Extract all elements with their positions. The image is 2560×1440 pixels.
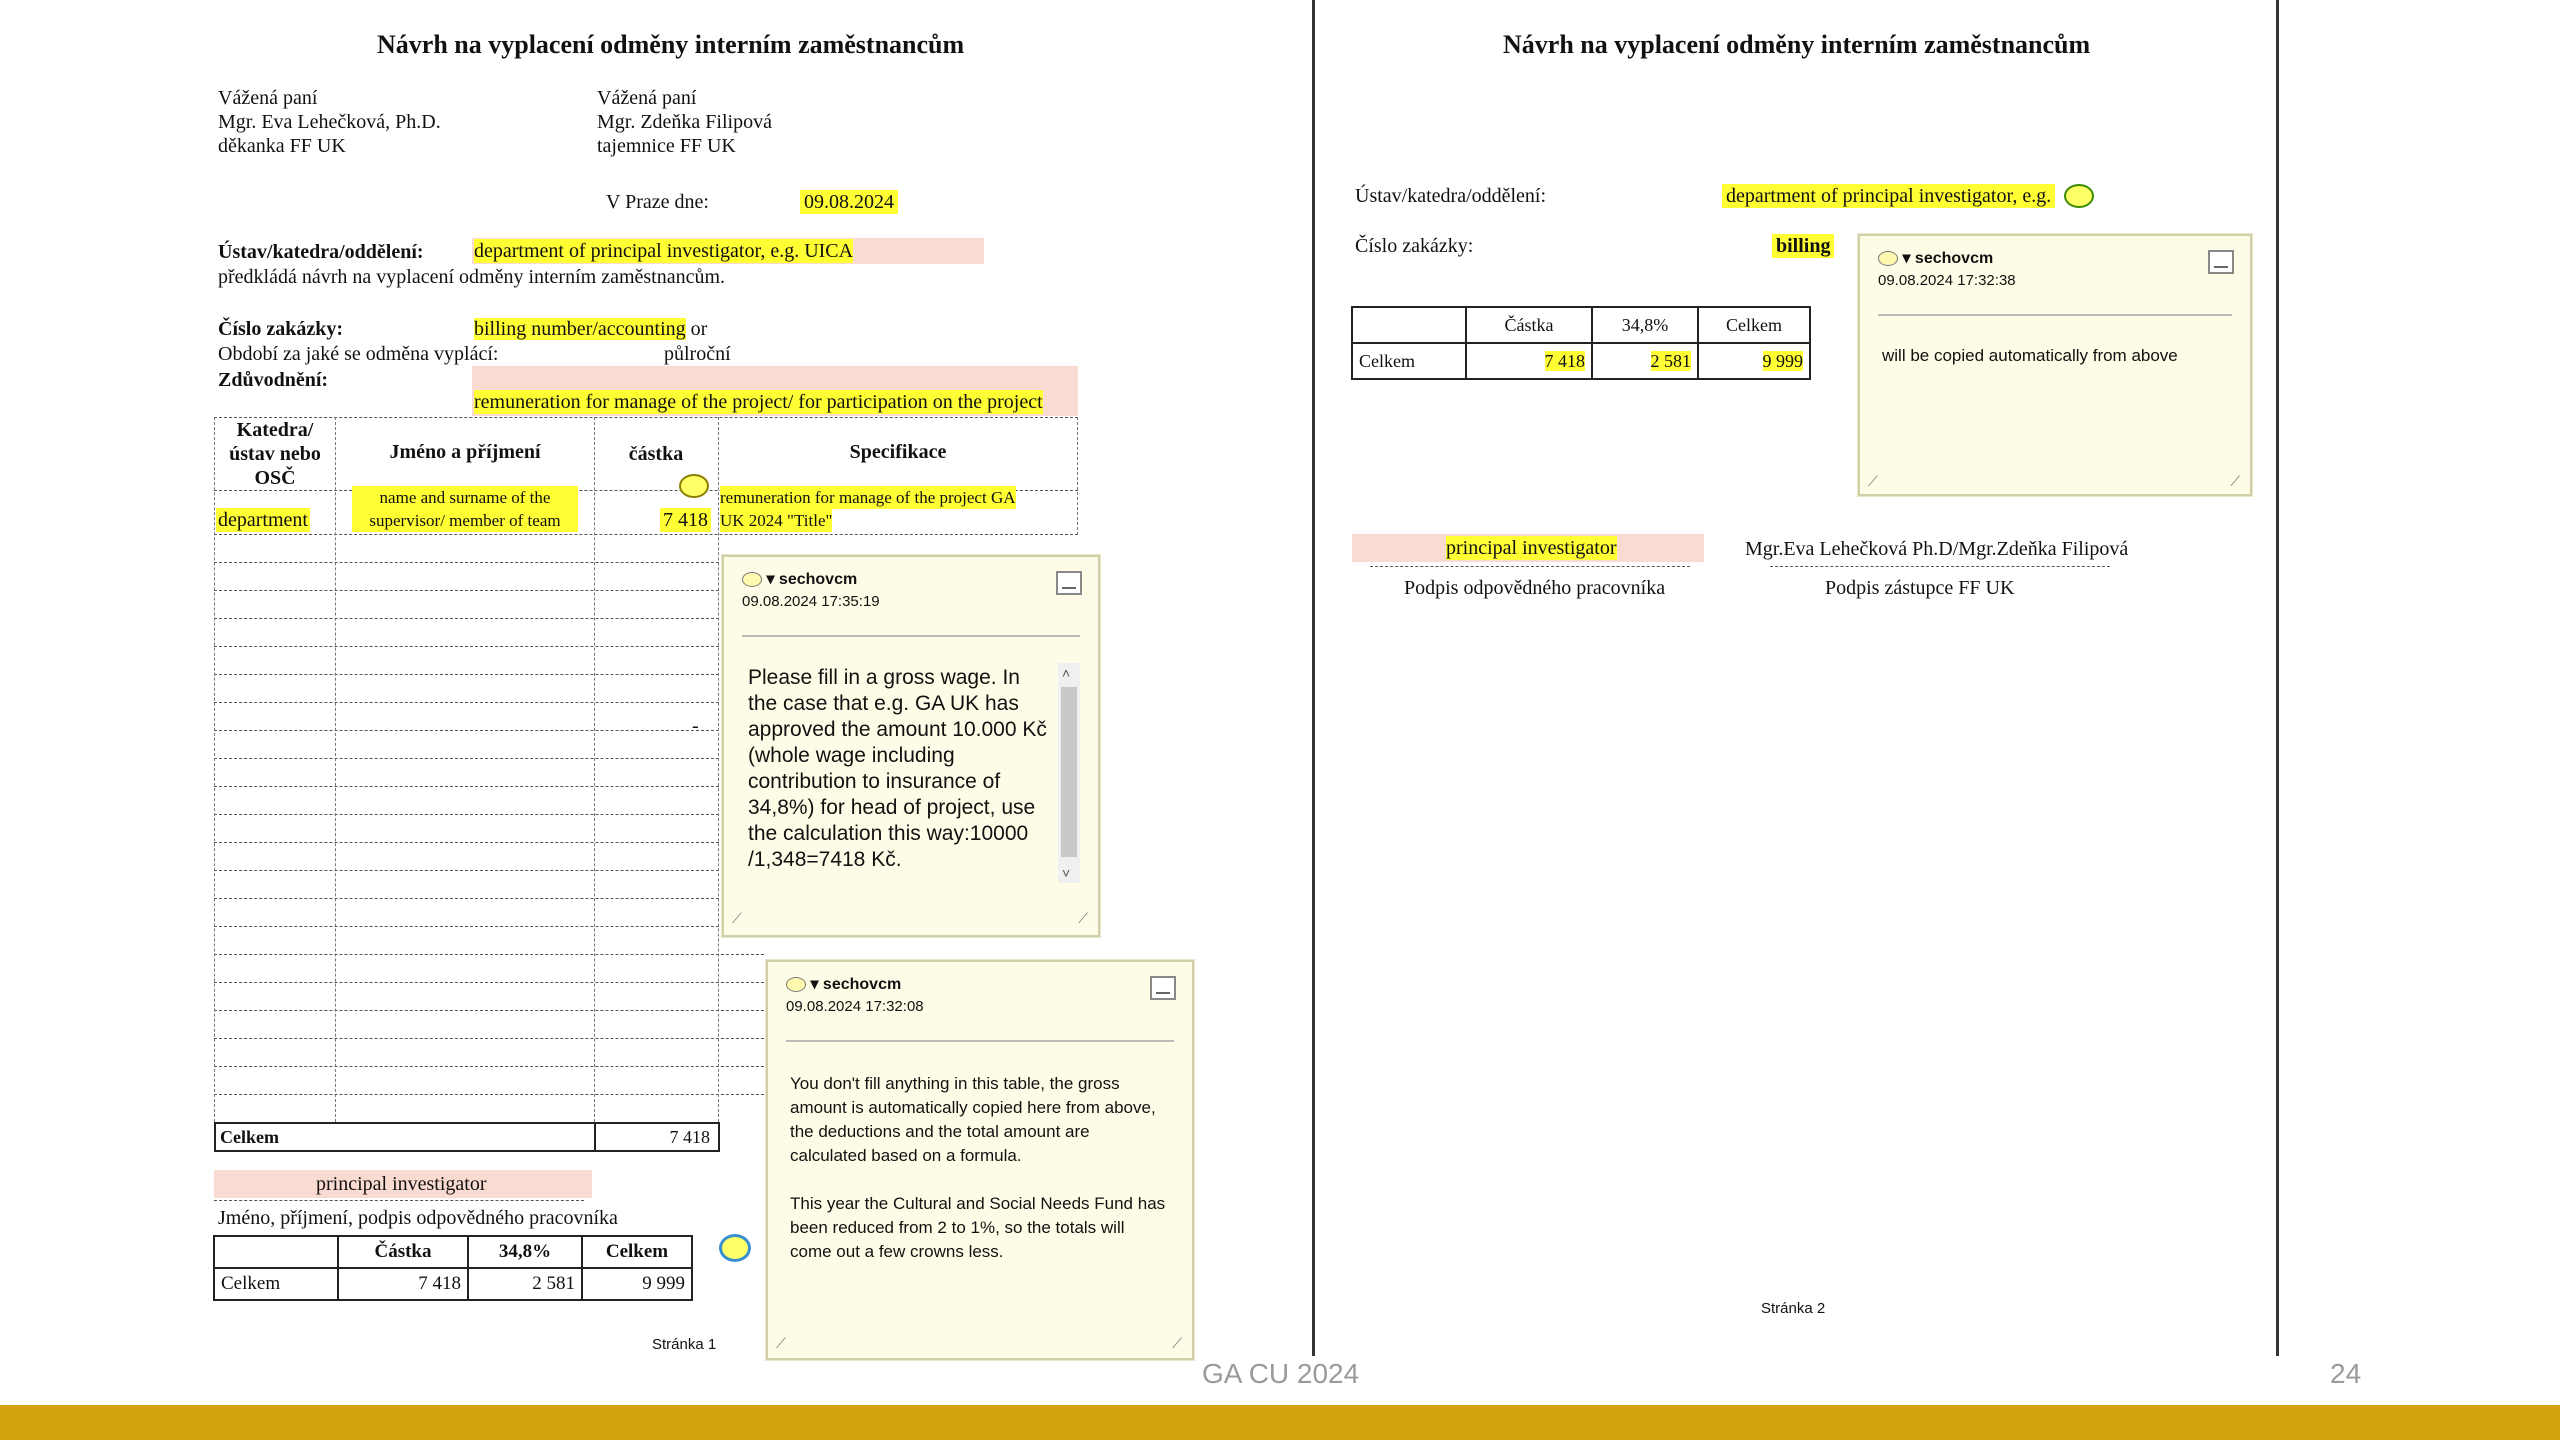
period-field[interactable]: půlroční — [664, 343, 731, 365]
right-page-title: Návrh na vyplacení odměny interním zaměstnancům — [1503, 30, 2091, 59]
slide-number: 24 — [2330, 1358, 2362, 1389]
col-header-dept: Katedra/ ústav nebo OSČ — [229, 419, 321, 489]
reason-label: Zdůvodnění: — [218, 369, 329, 391]
right-summary-table: Částka 34,8% Celkem Celkem 7 418 2 581 9 999 — [1351, 306, 1811, 380]
page-divider-left — [1312, 0, 1315, 1356]
date-field[interactable]: 09.08.2024 — [800, 190, 898, 214]
left-page-number: Stránka 1 — [652, 1336, 717, 1353]
col-header-amount: částka — [628, 443, 684, 465]
date-label: V Praze dne: — [606, 191, 709, 213]
period-label: Období za jaké se odměna vyplácí: — [218, 343, 499, 365]
order-field[interactable]: billing number/accounting or — [474, 318, 708, 340]
dash-mark: - — [692, 715, 699, 737]
right-pi-field[interactable]: principal investigator — [1352, 534, 1704, 562]
right-rep-caption: Podpis zástupce FF UK — [1825, 577, 2015, 599]
total-row: Celkem 7 418 — [214, 1122, 720, 1152]
row1-spec-cell[interactable]: remuneration for manage of the project GA UK 2024 "Title" — [720, 488, 1016, 530]
row1-name-cell[interactable]: name and surname of the supervisor/ member of team — [352, 486, 578, 532]
right-rep-field[interactable]: Mgr.Eva Lehečková Ph.D/Mgr.Zdeňka Filipová — [1745, 538, 2129, 560]
right-dept-comment-icon[interactable] — [2064, 184, 2094, 208]
resize-corner-left-icon[interactable]: ⟋ — [776, 1335, 786, 1351]
comment-bubble-icon — [786, 977, 806, 992]
comment-popup-table-info[interactable]: ▾ sechovcm 09.08.2024 17:32:08 You don't fill anything in this table, the gross amount is automatically copied here from above, the deductions and the total amount are calculated based on a formula. This year the Cultural and Social Needs Fund has been reduced from 2 to 1%, so the totals will come out a few crowns less. ⟋ ⟋ — [766, 960, 1194, 1360]
row1-dept-cell[interactable]: department — [218, 509, 308, 531]
comment-bubble-icon — [1878, 251, 1898, 266]
addressee-secretary: Vážená paní Mgr. Zdeňka Filipová tajemnice FF UK — [597, 87, 772, 157]
right-dept-field[interactable]: department of principal investigator, e.g. — [1722, 184, 2055, 208]
page-divider-right — [2276, 0, 2279, 1356]
minimize-icon[interactable] — [1056, 571, 1082, 595]
right-page-number: Stránka 2 — [1761, 1300, 1826, 1317]
right-pi-caption: Podpis odpovědného pracovníka — [1404, 577, 1666, 599]
scrollbar-thumb[interactable] — [1061, 687, 1077, 857]
resize-corner-left-icon[interactable]: ⟋ — [732, 910, 742, 926]
footer-bar — [0, 1405, 2560, 1440]
order-label: Číslo zakázky: — [218, 318, 343, 340]
minimize-icon[interactable] — [1150, 976, 1176, 1000]
reason-field[interactable]: remuneration for manage of the project/ for participation on the project — [472, 366, 1078, 416]
col-header-spec: Specifikace — [849, 441, 947, 463]
summary-comment-icon[interactable] — [719, 1234, 751, 1262]
comment-scrollbar[interactable] — [1058, 663, 1080, 883]
minimize-icon[interactable] — [2208, 250, 2234, 274]
row1-amount-comment-icon[interactable] — [679, 474, 709, 498]
comment-text: You don't fill anything in this table, the gross amount is automatically copied here from above, the deductions and the total amount are calculated based on a formula. This year the Cultural and Social Needs Fund has been reduced from 2 to 1%, so the totals will come out a few crowns less. — [790, 1074, 1166, 1261]
col-header-name: Jméno a příjmení — [389, 441, 541, 463]
right-dept-label: Ústav/katedra/oddělení: — [1355, 185, 1547, 207]
scroll-down-icon[interactable]: ˅ — [1062, 865, 1071, 881]
scroll-up-icon[interactable]: ˄ — [1062, 665, 1071, 681]
signature-label: Jméno, příjmení, podpis odpovědného pracovníka — [218, 1207, 618, 1229]
resize-corner-right-icon[interactable]: ⟋ — [2230, 473, 2240, 489]
right-order-label: Číslo zakázky: — [1355, 235, 1474, 257]
comment-text: will be copied automatically from above — [1882, 346, 2178, 365]
addressee-dean: Vážená paní Mgr. Eva Lehečková, Ph.D. děkanka FF UK — [218, 87, 441, 157]
left-summary-table: Částka 34,8% Celkem Celkem 7 418 2 581 9 999 — [213, 1235, 693, 1301]
left-page-title: Návrh na vyplacení odměny interním zaměstnancům — [377, 30, 965, 59]
resize-corner-left-icon[interactable]: ⟋ — [1868, 473, 1878, 489]
row1-amount-cell[interactable]: 7 418 — [660, 508, 711, 532]
submits-text: předkládá návrh na vyplacení odměny interním zaměstnancům. — [218, 266, 726, 288]
comment-bubble-icon — [742, 572, 762, 587]
comment-popup-gross-wage[interactable]: ▾ sechovcm 09.08.2024 17:35:19 Please fill in a gross wage. In the case that e.g. GA UK has approved the amount 10.000 Kč (whole wage including contribution to insurance of 34,8%) for head of project, use the calculation this way:10000 /1,348=7418 Kč. ˄ ˅ ⟋ ⟋ — [722, 555, 1100, 937]
right-order-field[interactable]: billing — [1772, 234, 1834, 258]
dept-field[interactable]: department of principal investigator, e.g. UICA — [472, 238, 984, 264]
resize-corner-right-icon[interactable]: ⟋ — [1172, 1335, 1182, 1351]
pi-field[interactable]: principal investigator — [214, 1170, 592, 1198]
resize-corner-right-icon[interactable]: ⟋ — [1078, 910, 1088, 926]
dept-label: Ústav/katedra/oddělení: — [218, 241, 424, 263]
footer-text: GA CU 2024 — [1202, 1358, 1360, 1389]
comment-text: Please fill in a gross wage. In the case that e.g. GA UK has approved the amount 10.000 Kč (whole wage including contribution to insurance of 34,8%) for head of project, use the calculation this way:10000 /1,348=7418 Kč. — [748, 666, 1047, 871]
comment-popup-auto-copy[interactable]: ▾ sechovcm 09.08.2024 17:32:38 will be copied automatically from above ⟋ ⟋ — [1858, 234, 2252, 496]
